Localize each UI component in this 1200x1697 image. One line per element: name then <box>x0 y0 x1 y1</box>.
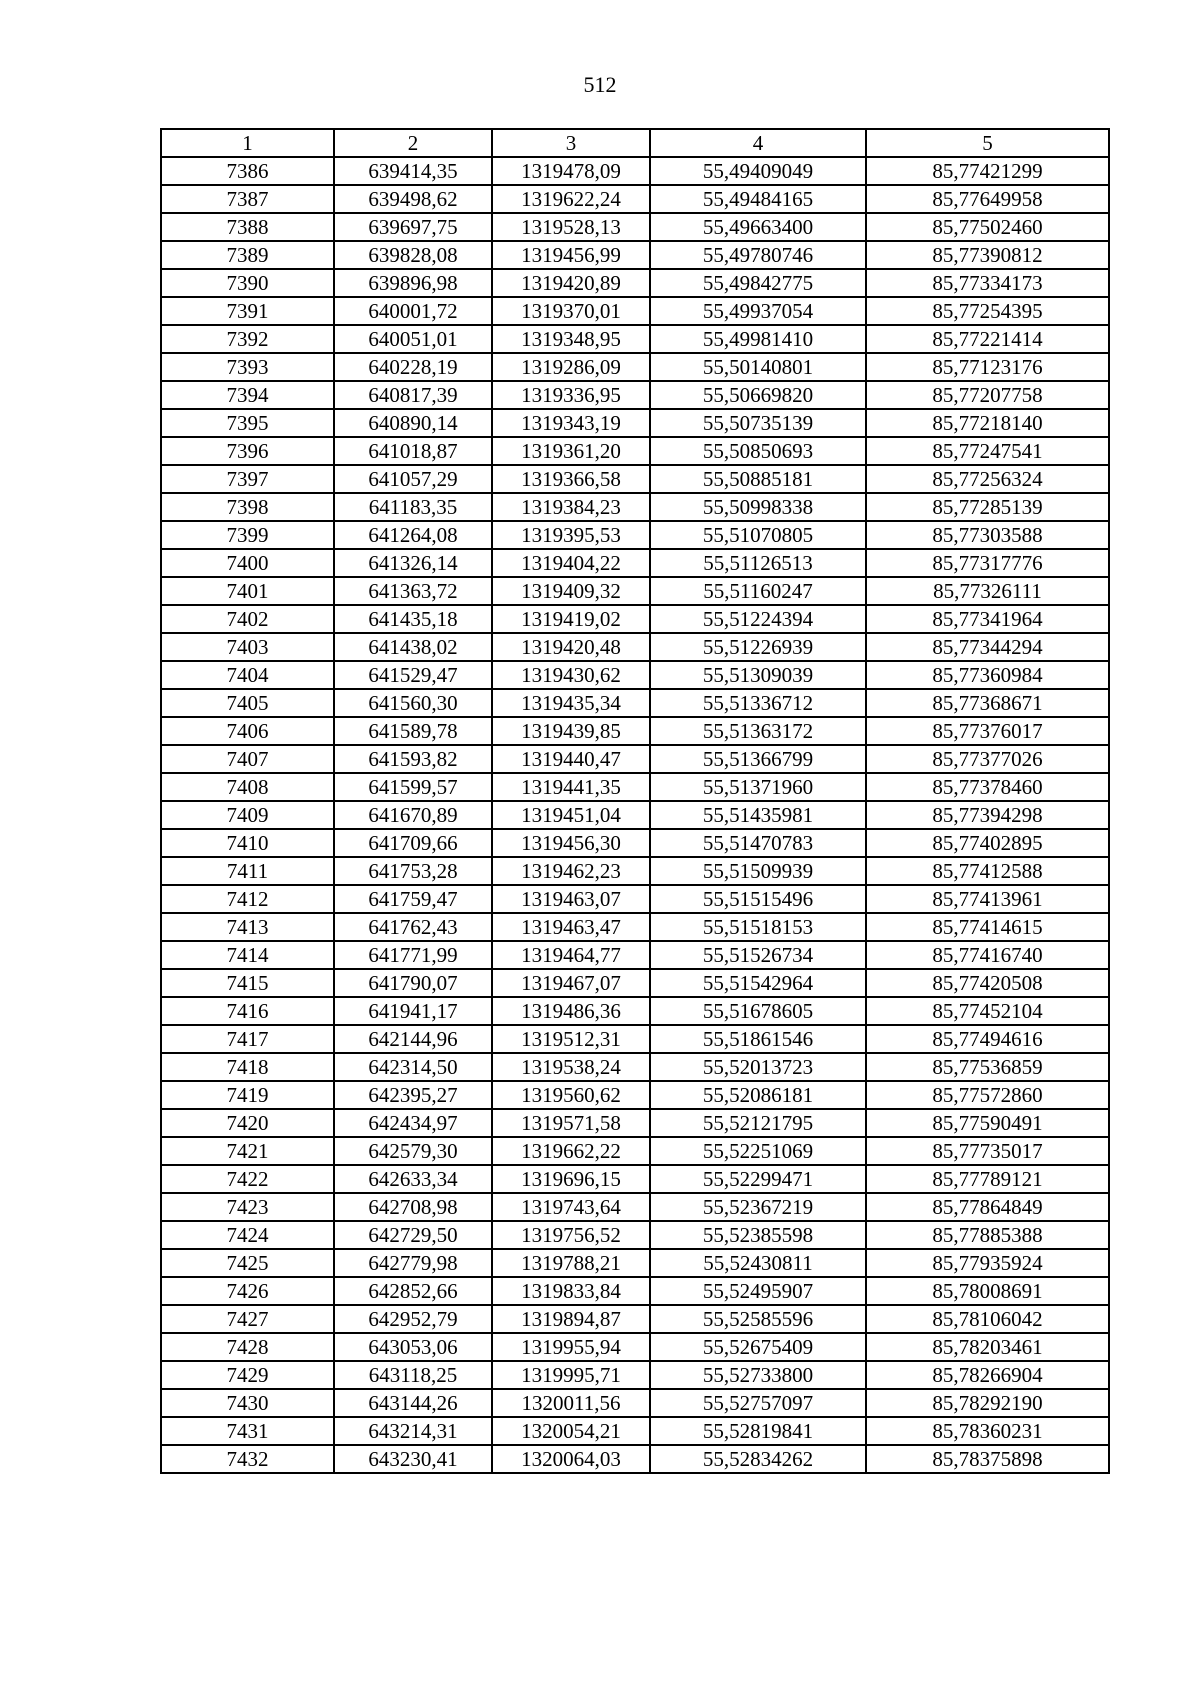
point-number-cell: 7407 <box>161 745 334 773</box>
y-coordinate-cell: 1319370,01 <box>492 297 650 325</box>
y-coordinate-cell: 1319420,48 <box>492 633 650 661</box>
table-row <box>161 409 1109 437</box>
longitude-cell: 85,77317776 <box>866 549 1109 577</box>
point-number-cell: 7405 <box>161 689 334 717</box>
y-coordinate-cell: 1319512,31 <box>492 1025 650 1053</box>
y-coordinate-cell: 1319696,15 <box>492 1165 650 1193</box>
point-number-cell: 7403 <box>161 633 334 661</box>
longitude-cell: 85,77935924 <box>866 1249 1109 1277</box>
table-row <box>161 1445 1109 1473</box>
table-row <box>161 773 1109 801</box>
latitude-cell: 55,52251069 <box>650 1137 866 1165</box>
longitude-cell: 85,77413961 <box>866 885 1109 913</box>
y-coordinate-cell: 1319662,22 <box>492 1137 650 1165</box>
table-row <box>161 241 1109 269</box>
table-row <box>161 1221 1109 1249</box>
x-coordinate-cell: 641363,72 <box>334 577 492 605</box>
longitude-cell: 85,77590491 <box>866 1109 1109 1137</box>
latitude-cell: 55,52757097 <box>650 1389 866 1417</box>
latitude-cell: 55,51160247 <box>650 577 866 605</box>
point-number-cell: 7404 <box>161 661 334 689</box>
point-number-cell: 7386 <box>161 157 334 185</box>
x-coordinate-cell: 642952,79 <box>334 1305 492 1333</box>
x-coordinate-cell: 641790,07 <box>334 969 492 997</box>
latitude-cell: 55,52299471 <box>650 1165 866 1193</box>
x-coordinate-cell: 639896,98 <box>334 269 492 297</box>
x-coordinate-cell: 641560,30 <box>334 689 492 717</box>
y-coordinate-cell: 1319788,21 <box>492 1249 650 1277</box>
longitude-cell: 85,77735017 <box>866 1137 1109 1165</box>
table-row <box>161 1025 1109 1053</box>
latitude-cell: 55,51363172 <box>650 717 866 745</box>
x-coordinate-cell: 641183,35 <box>334 493 492 521</box>
longitude-cell: 85,77864849 <box>866 1193 1109 1221</box>
x-coordinate-cell: 641941,17 <box>334 997 492 1025</box>
y-coordinate-cell: 1319622,24 <box>492 185 650 213</box>
y-coordinate-cell: 1319439,85 <box>492 717 650 745</box>
y-coordinate-cell: 1319833,84 <box>492 1277 650 1305</box>
latitude-cell: 55,52367219 <box>650 1193 866 1221</box>
table-row <box>161 1109 1109 1137</box>
x-coordinate-cell: 642852,66 <box>334 1277 492 1305</box>
latitude-cell: 55,51861546 <box>650 1025 866 1053</box>
latitude-cell: 55,51509939 <box>650 857 866 885</box>
x-coordinate-cell: 642729,50 <box>334 1221 492 1249</box>
latitude-cell: 55,52086181 <box>650 1081 866 1109</box>
y-coordinate-cell: 1319571,58 <box>492 1109 650 1137</box>
point-number-cell: 7390 <box>161 269 334 297</box>
point-number-cell: 7399 <box>161 521 334 549</box>
x-coordinate-cell: 642434,97 <box>334 1109 492 1137</box>
longitude-cell: 85,78360231 <box>866 1417 1109 1445</box>
point-number-cell: 7427 <box>161 1305 334 1333</box>
y-coordinate-cell: 1319435,34 <box>492 689 650 717</box>
table-row <box>161 745 1109 773</box>
table-body <box>161 157 1109 1473</box>
longitude-cell: 85,77344294 <box>866 633 1109 661</box>
point-number-cell: 7402 <box>161 605 334 633</box>
latitude-cell: 55,51226939 <box>650 633 866 661</box>
x-coordinate-cell: 641326,14 <box>334 549 492 577</box>
latitude-cell: 55,49663400 <box>650 213 866 241</box>
y-coordinate-cell: 1319420,89 <box>492 269 650 297</box>
latitude-cell: 55,49780746 <box>650 241 866 269</box>
x-coordinate-cell: 639697,75 <box>334 213 492 241</box>
longitude-cell: 85,77421299 <box>866 157 1109 185</box>
longitude-cell: 85,77377026 <box>866 745 1109 773</box>
table-row <box>161 1193 1109 1221</box>
coordinates-table <box>160 128 1110 1474</box>
y-coordinate-cell: 1319467,07 <box>492 969 650 997</box>
y-coordinate-cell: 1319478,09 <box>492 157 650 185</box>
longitude-cell: 85,77420508 <box>866 969 1109 997</box>
latitude-cell: 55,51518153 <box>650 913 866 941</box>
point-number-cell: 7415 <box>161 969 334 997</box>
table-row <box>161 325 1109 353</box>
point-number-cell: 7421 <box>161 1137 334 1165</box>
longitude-cell: 85,77452104 <box>866 997 1109 1025</box>
y-coordinate-cell: 1319366,58 <box>492 465 650 493</box>
table-row <box>161 801 1109 829</box>
y-coordinate-cell: 1320064,03 <box>492 1445 650 1473</box>
longitude-cell: 85,77502460 <box>866 213 1109 241</box>
y-coordinate-cell: 1319560,62 <box>492 1081 650 1109</box>
x-coordinate-cell: 643118,25 <box>334 1361 492 1389</box>
point-number-cell: 7431 <box>161 1417 334 1445</box>
table-row <box>161 1389 1109 1417</box>
x-coordinate-cell: 642579,30 <box>334 1137 492 1165</box>
point-number-cell: 7417 <box>161 1025 334 1053</box>
longitude-cell: 85,77303588 <box>866 521 1109 549</box>
x-coordinate-cell: 641759,47 <box>334 885 492 913</box>
latitude-cell: 55,52430811 <box>650 1249 866 1277</box>
x-coordinate-cell: 641264,08 <box>334 521 492 549</box>
latitude-cell: 55,51678605 <box>650 997 866 1025</box>
point-number-cell: 7408 <box>161 773 334 801</box>
y-coordinate-cell: 1319486,36 <box>492 997 650 1025</box>
point-number-cell: 7398 <box>161 493 334 521</box>
x-coordinate-cell: 642779,98 <box>334 1249 492 1277</box>
column-header-3: 3 <box>492 129 650 157</box>
longitude-cell: 85,77221414 <box>866 325 1109 353</box>
table-row <box>161 1417 1109 1445</box>
table-row <box>161 1137 1109 1165</box>
x-coordinate-cell: 639414,35 <box>334 157 492 185</box>
longitude-cell: 85,77207758 <box>866 381 1109 409</box>
table-row <box>161 577 1109 605</box>
y-coordinate-cell: 1319361,20 <box>492 437 650 465</box>
longitude-cell: 85,77285139 <box>866 493 1109 521</box>
table-row <box>161 269 1109 297</box>
table-row <box>161 829 1109 857</box>
y-coordinate-cell: 1319756,52 <box>492 1221 650 1249</box>
point-number-cell: 7406 <box>161 717 334 745</box>
y-coordinate-cell: 1319395,53 <box>492 521 650 549</box>
table-row <box>161 1053 1109 1081</box>
table-row <box>161 185 1109 213</box>
x-coordinate-cell: 641599,57 <box>334 773 492 801</box>
point-number-cell: 7432 <box>161 1445 334 1473</box>
y-coordinate-cell: 1319464,77 <box>492 941 650 969</box>
latitude-cell: 55,49409049 <box>650 157 866 185</box>
x-coordinate-cell: 641529,47 <box>334 661 492 689</box>
latitude-cell: 55,52585596 <box>650 1305 866 1333</box>
latitude-cell: 55,52819841 <box>650 1417 866 1445</box>
latitude-cell: 55,51470783 <box>650 829 866 857</box>
table-row <box>161 381 1109 409</box>
table-row <box>161 689 1109 717</box>
x-coordinate-cell: 642314,50 <box>334 1053 492 1081</box>
latitude-cell: 55,51070805 <box>650 521 866 549</box>
x-coordinate-cell: 641771,99 <box>334 941 492 969</box>
point-number-cell: 7411 <box>161 857 334 885</box>
latitude-cell: 55,52733800 <box>650 1361 866 1389</box>
latitude-cell: 55,50735139 <box>650 409 866 437</box>
y-coordinate-cell: 1319419,02 <box>492 605 650 633</box>
longitude-cell: 85,78375898 <box>866 1445 1109 1473</box>
point-number-cell: 7389 <box>161 241 334 269</box>
latitude-cell: 55,49842775 <box>650 269 866 297</box>
table-row <box>161 885 1109 913</box>
longitude-cell: 85,77334173 <box>866 269 1109 297</box>
table-row <box>161 913 1109 941</box>
longitude-cell: 85,77494616 <box>866 1025 1109 1053</box>
x-coordinate-cell: 641435,18 <box>334 605 492 633</box>
latitude-cell: 55,51542964 <box>650 969 866 997</box>
column-header-5: 5 <box>866 129 1109 157</box>
table-row <box>161 857 1109 885</box>
x-coordinate-cell: 643214,31 <box>334 1417 492 1445</box>
x-coordinate-cell: 640051,01 <box>334 325 492 353</box>
y-coordinate-cell: 1319456,30 <box>492 829 650 857</box>
x-coordinate-cell: 641593,82 <box>334 745 492 773</box>
longitude-cell: 85,78106042 <box>866 1305 1109 1333</box>
point-number-cell: 7396 <box>161 437 334 465</box>
longitude-cell: 85,77789121 <box>866 1165 1109 1193</box>
y-coordinate-cell: 1319462,23 <box>492 857 650 885</box>
column-header-2: 2 <box>334 129 492 157</box>
point-number-cell: 7400 <box>161 549 334 577</box>
x-coordinate-cell: 642395,27 <box>334 1081 492 1109</box>
longitude-cell: 85,77572860 <box>866 1081 1109 1109</box>
table-row <box>161 1277 1109 1305</box>
longitude-cell: 85,78266904 <box>866 1361 1109 1389</box>
table-row <box>161 1165 1109 1193</box>
longitude-cell: 85,77360984 <box>866 661 1109 689</box>
x-coordinate-cell: 643053,06 <box>334 1333 492 1361</box>
latitude-cell: 55,52385598 <box>650 1221 866 1249</box>
longitude-cell: 85,77256324 <box>866 465 1109 493</box>
point-number-cell: 7395 <box>161 409 334 437</box>
point-number-cell: 7423 <box>161 1193 334 1221</box>
point-number-cell: 7430 <box>161 1389 334 1417</box>
longitude-cell: 85,77123176 <box>866 353 1109 381</box>
point-number-cell: 7412 <box>161 885 334 913</box>
table-row <box>161 1361 1109 1389</box>
x-coordinate-cell: 643230,41 <box>334 1445 492 1473</box>
column-header-1: 1 <box>161 129 334 157</box>
y-coordinate-cell: 1320011,56 <box>492 1389 650 1417</box>
x-coordinate-cell: 643144,26 <box>334 1389 492 1417</box>
y-coordinate-cell: 1319440,47 <box>492 745 650 773</box>
point-number-cell: 7426 <box>161 1277 334 1305</box>
point-number-cell: 7391 <box>161 297 334 325</box>
latitude-cell: 55,50998338 <box>650 493 866 521</box>
x-coordinate-cell: 641018,87 <box>334 437 492 465</box>
y-coordinate-cell: 1319743,64 <box>492 1193 650 1221</box>
longitude-cell: 85,77378460 <box>866 773 1109 801</box>
x-coordinate-cell: 641589,78 <box>334 717 492 745</box>
y-coordinate-cell: 1319336,95 <box>492 381 650 409</box>
x-coordinate-cell: 640228,19 <box>334 353 492 381</box>
table-row <box>161 661 1109 689</box>
point-number-cell: 7428 <box>161 1333 334 1361</box>
longitude-cell: 85,77414615 <box>866 913 1109 941</box>
latitude-cell: 55,50140801 <box>650 353 866 381</box>
latitude-cell: 55,50850693 <box>650 437 866 465</box>
x-coordinate-cell: 641753,28 <box>334 857 492 885</box>
longitude-cell: 85,77536859 <box>866 1053 1109 1081</box>
table-row <box>161 493 1109 521</box>
latitude-cell: 55,51515496 <box>650 885 866 913</box>
table-row <box>161 213 1109 241</box>
point-number-cell: 7425 <box>161 1249 334 1277</box>
latitude-cell: 55,49937054 <box>650 297 866 325</box>
longitude-cell: 85,78292190 <box>866 1389 1109 1417</box>
y-coordinate-cell: 1320054,21 <box>492 1417 650 1445</box>
y-coordinate-cell: 1319955,94 <box>492 1333 650 1361</box>
latitude-cell: 55,52121795 <box>650 1109 866 1137</box>
y-coordinate-cell: 1319456,99 <box>492 241 650 269</box>
longitude-cell: 85,77326111 <box>866 577 1109 605</box>
table-row <box>161 549 1109 577</box>
longitude-cell: 85,77394298 <box>866 801 1109 829</box>
point-number-cell: 7424 <box>161 1221 334 1249</box>
y-coordinate-cell: 1319430,62 <box>492 661 650 689</box>
longitude-cell: 85,77412588 <box>866 857 1109 885</box>
table-row <box>161 297 1109 325</box>
page-number: 512 <box>583 72 617 97</box>
point-number-cell: 7418 <box>161 1053 334 1081</box>
x-coordinate-cell: 640817,39 <box>334 381 492 409</box>
table-row <box>161 157 1109 185</box>
table-row <box>161 1333 1109 1361</box>
point-number-cell: 7416 <box>161 997 334 1025</box>
longitude-cell: 85,77341964 <box>866 605 1109 633</box>
x-coordinate-cell: 642708,98 <box>334 1193 492 1221</box>
latitude-cell: 55,52834262 <box>650 1445 866 1473</box>
x-coordinate-cell: 642144,96 <box>334 1025 492 1053</box>
point-number-cell: 7401 <box>161 577 334 605</box>
point-number-cell: 7429 <box>161 1361 334 1389</box>
y-coordinate-cell: 1319343,19 <box>492 409 650 437</box>
longitude-cell: 85,77376017 <box>866 717 1109 745</box>
y-coordinate-cell: 1319463,47 <box>492 913 650 941</box>
latitude-cell: 55,50669820 <box>650 381 866 409</box>
point-number-cell: 7419 <box>161 1081 334 1109</box>
latitude-cell: 55,52495907 <box>650 1277 866 1305</box>
x-coordinate-cell: 641438,02 <box>334 633 492 661</box>
latitude-cell: 55,51336712 <box>650 689 866 717</box>
latitude-cell: 55,52013723 <box>650 1053 866 1081</box>
y-coordinate-cell: 1319404,22 <box>492 549 650 577</box>
y-coordinate-cell: 1319528,13 <box>492 213 650 241</box>
latitude-cell: 55,50885181 <box>650 465 866 493</box>
point-number-cell: 7410 <box>161 829 334 857</box>
table-header <box>161 129 1109 157</box>
x-coordinate-cell: 639498,62 <box>334 185 492 213</box>
point-number-cell: 7388 <box>161 213 334 241</box>
y-coordinate-cell: 1319441,35 <box>492 773 650 801</box>
latitude-cell: 55,51366799 <box>650 745 866 773</box>
table-row <box>161 1305 1109 1333</box>
longitude-cell: 85,77649958 <box>866 185 1109 213</box>
y-coordinate-cell: 1319995,71 <box>492 1361 650 1389</box>
x-coordinate-cell: 641057,29 <box>334 465 492 493</box>
column-header-4: 4 <box>650 129 866 157</box>
table-row <box>161 969 1109 997</box>
x-coordinate-cell: 640001,72 <box>334 297 492 325</box>
latitude-cell: 55,49484165 <box>650 185 866 213</box>
longitude-cell: 85,78203461 <box>866 1333 1109 1361</box>
y-coordinate-cell: 1319463,07 <box>492 885 650 913</box>
table-row <box>161 997 1109 1025</box>
point-number-cell: 7394 <box>161 381 334 409</box>
latitude-cell: 55,51309039 <box>650 661 866 689</box>
longitude-cell: 85,77368671 <box>866 689 1109 717</box>
point-number-cell: 7409 <box>161 801 334 829</box>
x-coordinate-cell: 641670,89 <box>334 801 492 829</box>
table-row <box>161 437 1109 465</box>
table-row <box>161 633 1109 661</box>
longitude-cell: 85,77390812 <box>866 241 1109 269</box>
point-number-cell: 7420 <box>161 1109 334 1137</box>
x-coordinate-cell: 642633,34 <box>334 1165 492 1193</box>
latitude-cell: 55,51435981 <box>650 801 866 829</box>
latitude-cell: 55,52675409 <box>650 1333 866 1361</box>
latitude-cell: 55,51224394 <box>650 605 866 633</box>
latitude-cell: 55,51526734 <box>650 941 866 969</box>
table-row <box>161 1081 1109 1109</box>
x-coordinate-cell: 640890,14 <box>334 409 492 437</box>
x-coordinate-cell: 641762,43 <box>334 913 492 941</box>
y-coordinate-cell: 1319348,95 <box>492 325 650 353</box>
point-number-cell: 7413 <box>161 913 334 941</box>
point-number-cell: 7414 <box>161 941 334 969</box>
table-row <box>161 521 1109 549</box>
y-coordinate-cell: 1319409,32 <box>492 577 650 605</box>
longitude-cell: 85,77402895 <box>866 829 1109 857</box>
point-number-cell: 7392 <box>161 325 334 353</box>
y-coordinate-cell: 1319451,04 <box>492 801 650 829</box>
y-coordinate-cell: 1319286,09 <box>492 353 650 381</box>
header-row <box>161 129 1109 157</box>
table-row <box>161 465 1109 493</box>
table-row <box>161 605 1109 633</box>
y-coordinate-cell: 1319384,23 <box>492 493 650 521</box>
table-row <box>161 353 1109 381</box>
longitude-cell: 85,77254395 <box>866 297 1109 325</box>
point-number-cell: 7387 <box>161 185 334 213</box>
point-number-cell: 7422 <box>161 1165 334 1193</box>
table-row <box>161 1249 1109 1277</box>
longitude-cell: 85,77218140 <box>866 409 1109 437</box>
point-number-cell: 7397 <box>161 465 334 493</box>
longitude-cell: 85,78008691 <box>866 1277 1109 1305</box>
longitude-cell: 85,77247541 <box>866 437 1109 465</box>
latitude-cell: 55,51371960 <box>650 773 866 801</box>
y-coordinate-cell: 1319894,87 <box>492 1305 650 1333</box>
latitude-cell: 55,51126513 <box>650 549 866 577</box>
table-row <box>161 941 1109 969</box>
latitude-cell: 55,49981410 <box>650 325 866 353</box>
point-number-cell: 7393 <box>161 353 334 381</box>
x-coordinate-cell: 641709,66 <box>334 829 492 857</box>
y-coordinate-cell: 1319538,24 <box>492 1053 650 1081</box>
table-row <box>161 717 1109 745</box>
x-coordinate-cell: 639828,08 <box>334 241 492 269</box>
longitude-cell: 85,77416740 <box>866 941 1109 969</box>
longitude-cell: 85,77885388 <box>866 1221 1109 1249</box>
